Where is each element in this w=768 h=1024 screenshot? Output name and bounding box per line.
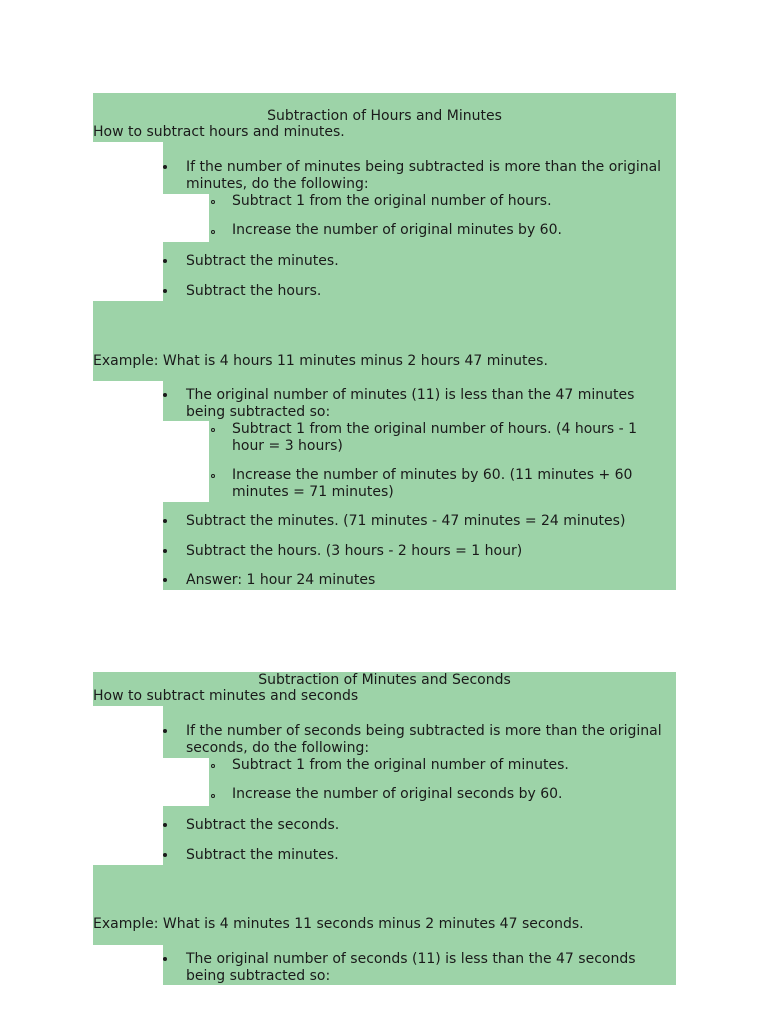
- sub-list-item: Subtract 1 from the original number of minutes.: [232, 757, 569, 773]
- list-item: Subtract the minutes.: [186, 847, 339, 863]
- bullet-dot: [163, 578, 167, 582]
- example-title: Example: What is 4 hours 11 minutes minus 2 hours 47 minutes.: [93, 353, 548, 369]
- bullet-dot: [163, 165, 167, 169]
- sub-bullet: [211, 200, 215, 204]
- section-title: Subtraction of Hours and Minutes: [267, 108, 502, 124]
- list-item: Subtract the seconds.: [186, 817, 340, 833]
- section-intro: How to subtract minutes and seconds: [93, 688, 359, 704]
- bullet-dot: [163, 957, 167, 961]
- list-item: being subtracted so:: [186, 404, 331, 420]
- list-item: If the number of minutes being subtracted is more than the original: [186, 159, 662, 175]
- sub-bullet: [211, 794, 215, 798]
- bullet-dot: [163, 823, 167, 827]
- sub-list-item: hour = 3 hours): [232, 438, 343, 454]
- section-title: Subtraction of Minutes and Seconds: [258, 672, 511, 688]
- list-item: If the number of seconds being subtracted is more than the original: [186, 723, 662, 739]
- sub-bullet: [211, 230, 215, 234]
- list-item: Subtract the minutes. (71 minutes - 47 minutes = 24 minutes): [186, 513, 626, 529]
- bullet-dot: [163, 549, 167, 553]
- sub-bullet: [211, 474, 215, 478]
- bullet-dot: [163, 289, 167, 293]
- list-item: being subtracted so:: [186, 968, 331, 984]
- list-item: Subtract the minutes.: [186, 253, 339, 269]
- highlight-block: [93, 865, 676, 945]
- sub-list-item: Subtract 1 from the original number of hours.: [232, 193, 552, 209]
- list-item: seconds, do the following:: [186, 740, 370, 756]
- bullet-dot: [163, 519, 167, 523]
- bullet-dot: [163, 853, 167, 857]
- sub-list-item: Subtract 1 from the original number of hours. (4 hours - 1: [232, 421, 638, 437]
- bullet-dot: [163, 259, 167, 263]
- sub-list-item: Increase the number of minutes by 60. (11 minutes + 60: [232, 467, 633, 483]
- example-title: Example: What is 4 minutes 11 seconds minus 2 minutes 47 seconds.: [93, 916, 584, 932]
- sub-list-item: Increase the number of original minutes by 60.: [232, 222, 562, 238]
- sub-list-item: Increase the number of original seconds by 60.: [232, 786, 563, 802]
- bullet-dot: [163, 729, 167, 733]
- sub-list-item: minutes = 71 minutes): [232, 484, 394, 500]
- list-item: The original number of seconds (11) is less than the 47 seconds: [186, 951, 636, 967]
- list-item: minutes, do the following:: [186, 176, 369, 192]
- list-item: Subtract the hours. (3 hours - 2 hours = 1 hour): [186, 543, 523, 559]
- list-item: Subtract the hours.: [186, 283, 322, 299]
- sub-bullet: [211, 428, 215, 432]
- bullet-dot: [163, 393, 167, 397]
- sub-bullet: [211, 764, 215, 768]
- list-item: Answer: 1 hour 24 minutes: [186, 572, 376, 588]
- list-item: The original number of minutes (11) is less than the 47 minutes: [186, 387, 635, 403]
- section-intro: How to subtract hours and minutes.: [93, 124, 345, 140]
